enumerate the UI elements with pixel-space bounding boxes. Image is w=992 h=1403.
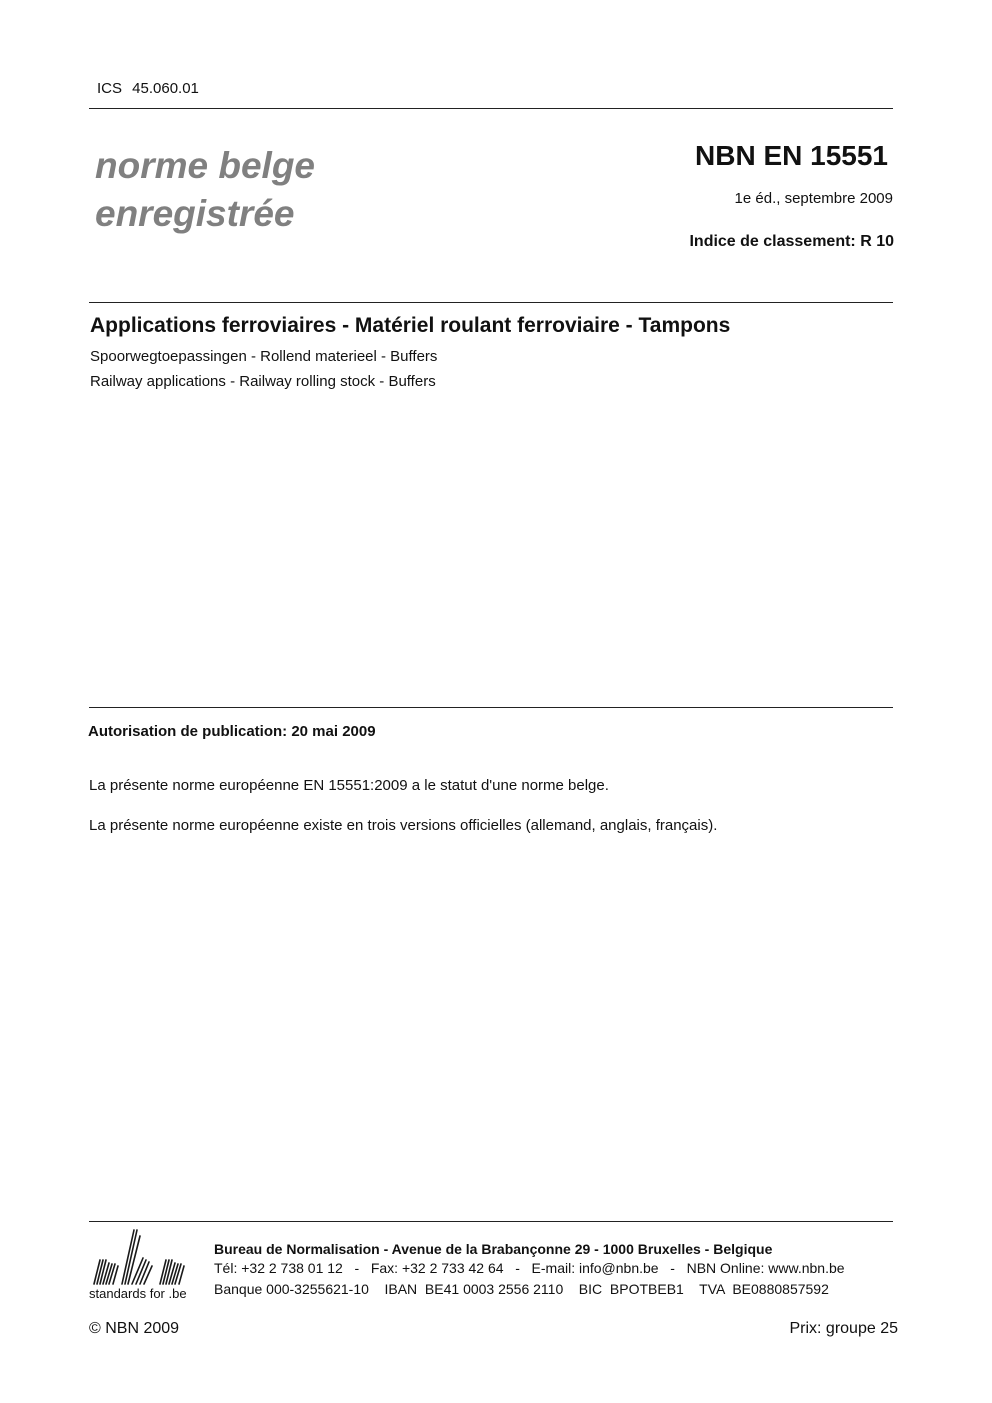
title-rule [89,302,893,303]
footer-contact: Tél: +32 2 738 01 12 - Fax: +32 2 733 42 64 - E-mail: info@nbn.be - NBN Online: www.nbn.be [214,1260,845,1276]
title-dutch: Spoorwegtoepassingen - Rollend materieel - Buffers [90,348,438,365]
footer-bank: Banque 000-3255621-10 IBAN BE41 0003 2556 2110 BIC BPOTBEB1 TVA BE0880857592 [214,1281,829,1297]
title-english: Railway applications - Railway rolling stock - Buffers [90,373,436,390]
top-rule [89,108,893,109]
norme-line-2: enregistrée [95,193,295,234]
status-paragraph: La présente norme européenne EN 15551:2009 a le statut d'une norme belge. [89,777,609,794]
footer-rule [89,1221,893,1222]
publication-authorisation: Autorisation de publication: 20 mai 2009 [88,723,376,740]
edition-date: 1e éd., septembre 2009 [734,190,893,207]
price-group: Prix: groupe 25 [789,1320,898,1337]
copyright: © NBN 2009 [89,1320,180,1337]
logo-tagline: standards for .be [89,1286,187,1301]
document-number: NBN EN 15551 [695,140,888,171]
versions-paragraph: La présente norme européenne existe en trois versions officielles (allemand, anglais, français). [89,817,718,834]
title-french: Applications ferroviaires - Matériel roulant ferroviaire - Tampons [90,314,731,337]
footer-address: Bureau de Normalisation - Avenue de la Brabançonne 29 - 1000 Bruxelles - Belgique [214,1241,773,1257]
ics-code: ICS 45.060.01 [97,80,199,97]
classification-index: Indice de classement: R 10 [689,233,894,250]
norme-belge-heading [95,142,315,238]
norme-line-1: norme belge [95,145,315,186]
auth-rule [89,707,893,708]
